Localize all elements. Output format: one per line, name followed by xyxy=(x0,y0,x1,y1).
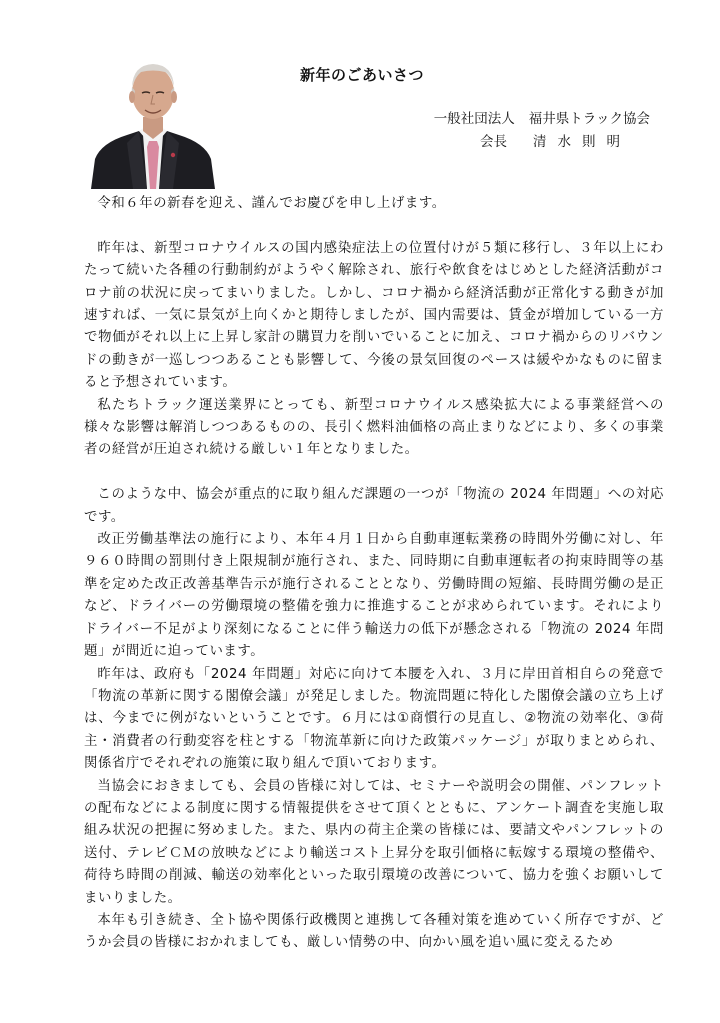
paragraph-5: 改正労働基準法の施行により、本年４月１日から自動車運転業務の時間外労働に対し、年９６０時間の罰則付き上限規制が施行され、また、同時期に自動車運転者の拘束時間等の基準を定めた改正改善基準告示が施行されることとなり、労働時間の短縮、長時間労働の是正など、ドライバーの労働環境の整備を強力に推進することが求められています。それによりドライバー不足がより深刻になることに伴う輸送力の低下が懸念される「物流の 2024 年問題」が間近に迫っています。 xyxy=(84,532,664,660)
president-portrait xyxy=(87,51,217,189)
paragraph-8: 本年も引き続き、全ト協や関係行政機関と連携して各種対策を進めていく所存ですが、どうか会員の皆様におかれましても、厳しい情勢の中、向かい風を追い風に変えるため xyxy=(84,912,664,951)
paragraph-6: 昨年は、政府も「2024 年問題」対応に向けて本腰を入れ、３月に岸田首相自らの発意で「物流の革新に関する閣僚会議」が発足しました。物流問題に特化した閣僚会議の立ち上げは、今までに例がないということです。６月には①商慣行の見直し、②物流の効率化、③荷主・消費者の行動変容を柱とする「物流革新に向けた政策パッケージ」が取りまとめられ、関係省庁でそれぞれの施策に取り組んで頂いております。 xyxy=(84,666,664,772)
paragraph-gap xyxy=(84,462,664,484)
president-name: 清水則明 xyxy=(533,134,631,150)
organization-type: 一般社団法人 xyxy=(433,111,515,127)
paragraph-3: 私たちトラック運送業界にとっても、新型コロナウイルス感染拡大による事業経営への様々な影響は解消しつつあるものの、長引く燃料油価格の高止まりなどにより、多くの事業者の経営が圧迫され続ける厳しい１年となりました。 xyxy=(84,397,664,458)
paragraph-7: 当協会におきましても、会員の皆様に対しては、セミナーや説明会の開催、パンフレットの配布などによる制度に関する情報提供をさせて頂くとともに、アンケート調査を実施し取組み状況の把握に努めました。また、県内の荷主企業の皆様には、要請文やパンフレットの送付、テレビＣＭの放映などにより輸送コスト上昇分を取引価格に転嫁する環境の整備や、荷待ち時間の削減、輸送の効率化といった取引環境の改善について、協力を強くお願いしてまいりました。 xyxy=(84,778,664,906)
paragraph-4: このような中、協会が重点的に取り組んだ課題の一つが「物流の 2024 年問題」への対応です。 xyxy=(84,487,664,525)
organization-name: 福井県トラック協会 xyxy=(528,111,650,127)
organization-line xyxy=(434,107,650,127)
president-line xyxy=(480,130,631,150)
greeting-body xyxy=(84,193,664,955)
paragraph-1: 令和６年の新春を迎え、謹んでお慶びを申し上げます。 xyxy=(97,196,446,211)
paragraph-gap xyxy=(84,215,664,237)
president-position: 会長 xyxy=(480,134,507,150)
page-title: 新年のごあいさつ xyxy=(300,66,425,84)
paragraph-2: 昨年は、新型コロナウイルスの国内感染症法上の位置付けが５類に移行し、３年以上にわたって続いた各種の行動制約がようやく解除され、旅行や飲食をはじめとした経済活動がコロナ前の状況に戻ってまいりました。しかし、コロナ禍から経済活動が正常化する動きが加速すれば、一気に景気が上向くかと期待しましたが、国内需要は、賃金が増加している一方で物価がそれ以上に上昇し家計の購買力を削いでいることに加え、コロナ禍からのリバウンドの動きが一巡しつつあることも影響して、今後の景気回復のペースは緩やかなものに留まると予想されています。 xyxy=(84,240,664,391)
